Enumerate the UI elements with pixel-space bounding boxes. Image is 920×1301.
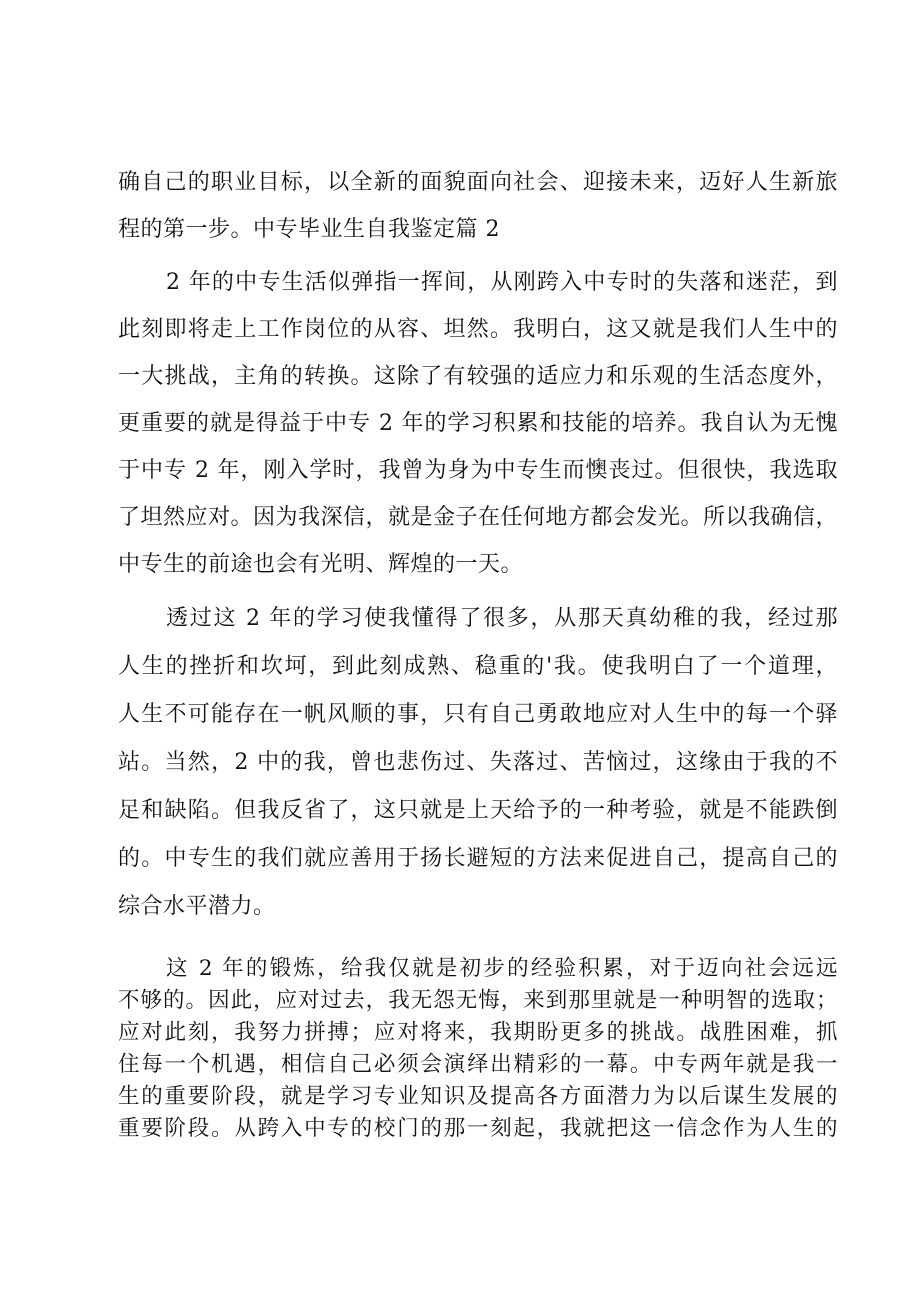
text-line: 确自己的职业目标，以全新的面貌面向社会、迎接未来，迈好人生新旅 bbox=[118, 170, 838, 195]
text-line: 于中专 2 年，刚入学时，我曾为身为中专生而懊丧过。但很快，我选取 bbox=[118, 458, 838, 483]
text-line: 的。中专生的我们就应善用于扬长避短的方法来促进自己，提高自己的 bbox=[118, 846, 838, 871]
text-line: 一大挑战，主角的转换。这除了有较强的适应力和乐观的生活态度外， bbox=[118, 364, 838, 389]
text-line: 站。当然，2 中的我，曾也悲伤过、失落过、苦恼过，这缘由于我的不 bbox=[118, 750, 838, 775]
text-line: 生的重要阶段，就是学习专业知识及提高各方面潜力为以后谋生发展的 bbox=[118, 1084, 838, 1109]
text-line: 人生不可能存在一帆风顺的事，只有自己勇敢地应对人生中的每一个驿 bbox=[118, 702, 838, 727]
text-line: 透过这 2 年的学习使我懂得了很多，从那天真幼稚的我，经过那 bbox=[166, 606, 838, 631]
text-line: 这 2 年的锻炼，给我仅就是初步的经验积累，对于迈向社会远远 bbox=[166, 956, 838, 981]
text-line: 不够的。因此，应对过去，我无怨无悔，来到那里就是一种明智的选取； bbox=[118, 988, 838, 1013]
text-line: 综合水平潜力。 bbox=[118, 894, 276, 919]
text-line: 此刻即将走上工作岗位的从容、坦然。我明白，这又就是我们人生中的 bbox=[118, 317, 838, 342]
text-line: 重要阶段。从跨入中专的校门的那一刻起，我就把这一信念作为人生的 bbox=[118, 1116, 838, 1141]
text-line: 中专生的前途也会有光明、辉煌的一天。 bbox=[118, 552, 524, 577]
text-line: 应对此刻，我努力拼搏；应对将来，我期盼更多的挑战。战胜困难，抓 bbox=[118, 1020, 838, 1045]
text-line: 程的第一步。中专毕业生自我鉴定篇 2 bbox=[118, 217, 500, 242]
text-line: 住每一个机遇，相信自己必须会演绎出精彩的一幕。中专两年就是我一 bbox=[118, 1052, 838, 1077]
text-line: 更重要的就是得益于中专 2 年的学习积累和技能的培养。我自认为无愧 bbox=[118, 411, 838, 436]
text-line: 2 年的中专生活似弹指一挥间，从刚跨入中专时的失落和迷茫，到 bbox=[166, 270, 838, 295]
text-line: 了坦然应对。因为我深信，就是金子在任何地方都会发光。所以我确信， bbox=[118, 505, 839, 530]
text-line: 足和缺陷。但我反省了，这只就是上天给予的一种考验，就是不能跌倒 bbox=[118, 798, 838, 823]
text-line: 人生的挫折和坎坷，到此刻成熟、稳重的'我。使我明白了一个道理， bbox=[118, 654, 838, 679]
